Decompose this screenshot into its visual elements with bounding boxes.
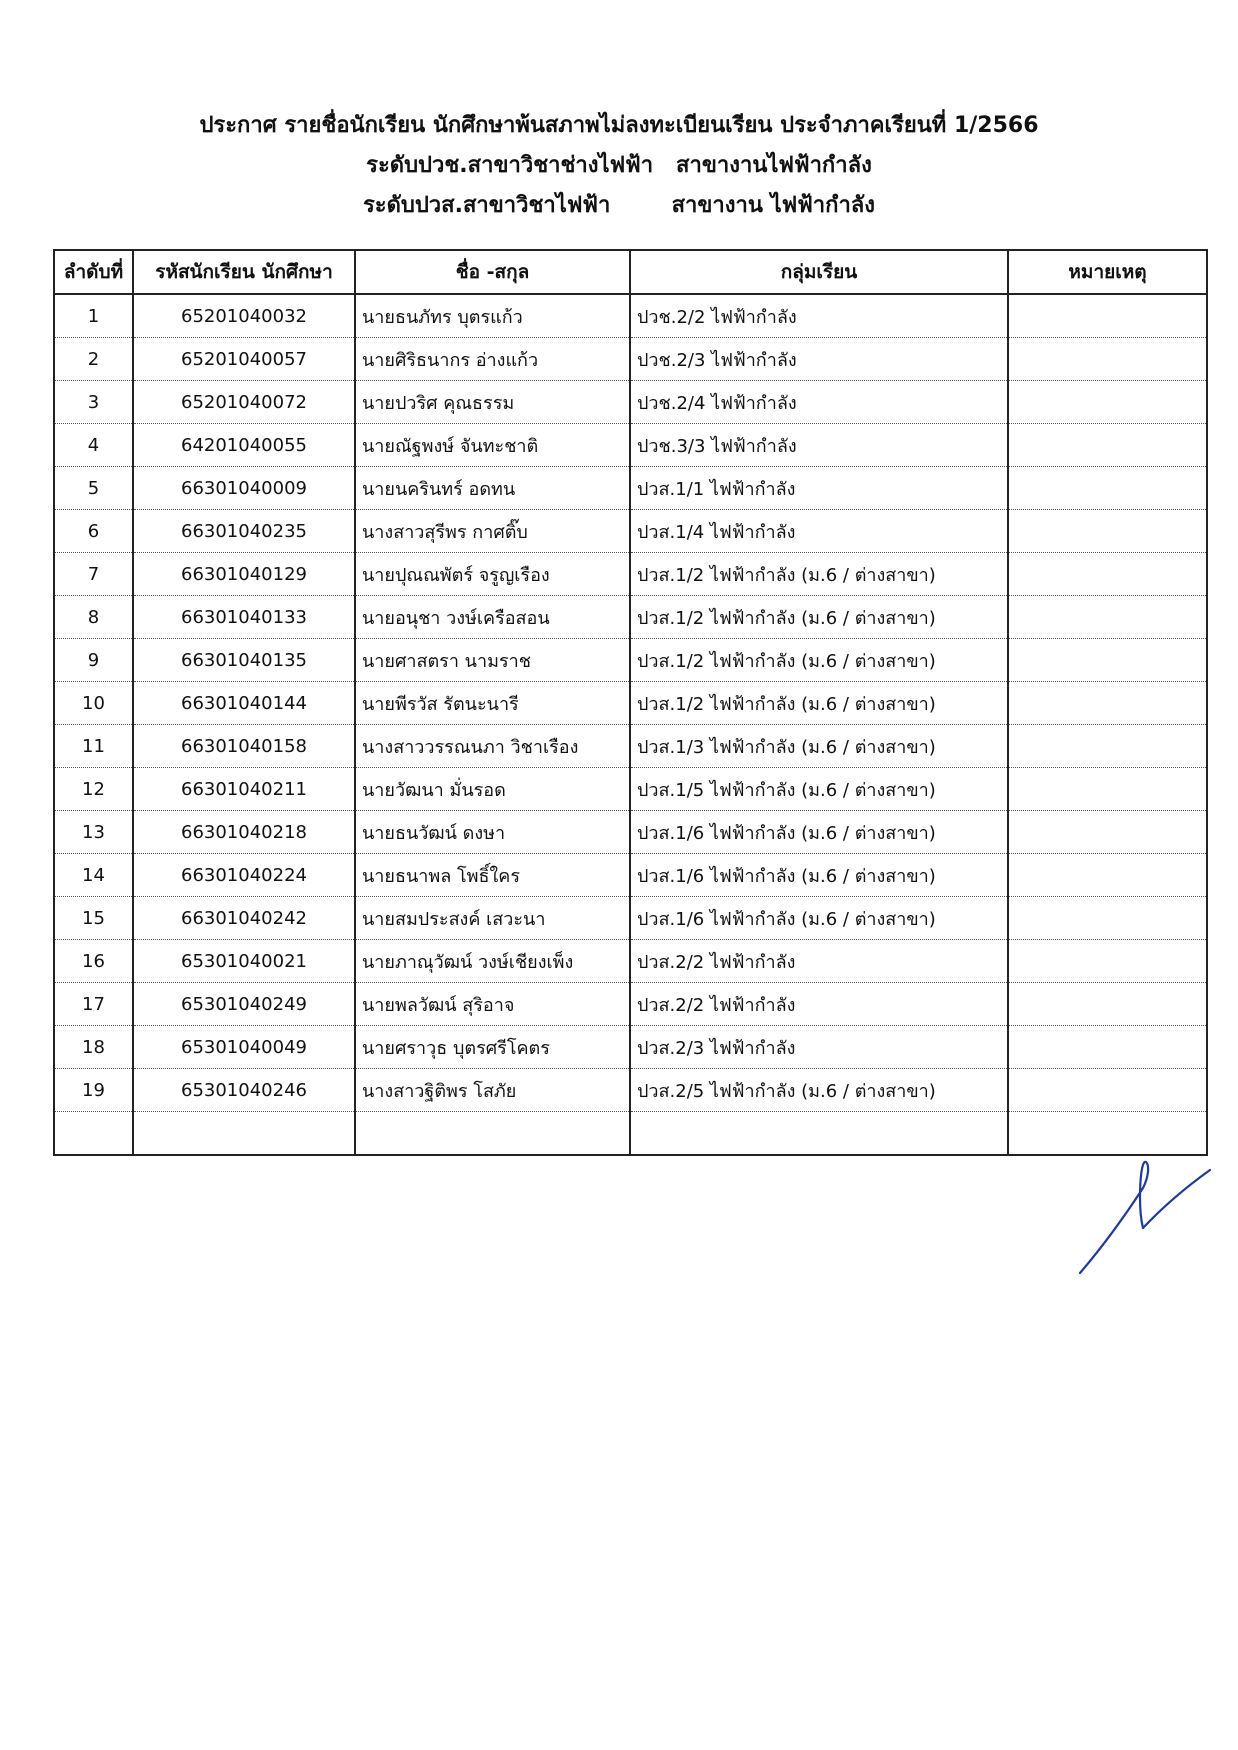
cell-no: 9: [54, 639, 133, 682]
cell-note: [1008, 596, 1207, 639]
cell-note: [1008, 1026, 1207, 1069]
cell-no: 4: [54, 424, 133, 467]
cell-note: [1008, 725, 1207, 768]
cell-note: [1008, 553, 1207, 596]
table-body: [54, 294, 1207, 1155]
cell-note: [1008, 682, 1207, 725]
cell-note: [1008, 294, 1207, 338]
header-group: กลุ่มเรียน: [630, 250, 1008, 294]
cell-group: [630, 1112, 1008, 1156]
cell-note: [1008, 768, 1207, 811]
cell-group: ปวช.3/3 ไฟฟ้ากำลัง: [630, 424, 1008, 467]
table-row: [54, 510, 1207, 553]
cell-name: นายภาณุวัฒน์ วงษ์เชียงเพ็ง: [355, 940, 630, 983]
table-row: [54, 553, 1207, 596]
cell-group: ปวส.1/5 ไฟฟ้ากำลัง (ม.6 / ต่างสาขา): [630, 768, 1008, 811]
cell-no: 17: [54, 983, 133, 1026]
header-no: ลำดับที่: [54, 250, 133, 294]
table-row: [54, 1026, 1207, 1069]
cell-no: 10: [54, 682, 133, 725]
table-row: [54, 1112, 1207, 1156]
cell-name: นายศราวุธ บุตรศรีโคตร: [355, 1026, 630, 1069]
cell-no: [54, 1112, 133, 1156]
cell-student-id: 65201040032: [133, 294, 355, 338]
table-row: [54, 1069, 1207, 1112]
cell-name: นายนครินทร์ อดทน: [355, 467, 630, 510]
cell-student-id: 66301040158: [133, 725, 355, 768]
cell-student-id: 66301040242: [133, 897, 355, 940]
cell-name: นายสมประสงค์ เสวะนา: [355, 897, 630, 940]
cell-student-id: 66301040133: [133, 596, 355, 639]
table-row: [54, 338, 1207, 381]
cell-name: นายปวริศ คุณธรรม: [355, 381, 630, 424]
table-header-row: [54, 250, 1207, 294]
cell-name: นายปุณณพัตร์ จรูญเรือง: [355, 553, 630, 596]
cell-note: [1008, 983, 1207, 1026]
cell-note: [1008, 510, 1207, 553]
cell-no: 14: [54, 854, 133, 897]
cell-note: [1008, 1069, 1207, 1112]
cell-note: [1008, 424, 1207, 467]
table-row: [54, 811, 1207, 854]
cell-group: ปวช.2/2 ไฟฟ้ากำลัง: [630, 294, 1008, 338]
title-line-3: ระดับปวส.สาขาวิชาไฟฟ้า สาขางาน ไฟฟ้ากำลัง: [362, 193, 876, 218]
cell-student-id: 65301040249: [133, 983, 355, 1026]
cell-name: นายธนวัฒน์ ดงษา: [355, 811, 630, 854]
cell-group: ปวช.2/4 ไฟฟ้ากำลัง: [630, 381, 1008, 424]
cell-student-id: 65201040057: [133, 338, 355, 381]
cell-no: 8: [54, 596, 133, 639]
cell-note: [1008, 338, 1207, 381]
cell-no: 6: [54, 510, 133, 553]
cell-student-id: 66301040211: [133, 768, 355, 811]
cell-name: [355, 1112, 630, 1156]
cell-student-id: 65201040072: [133, 381, 355, 424]
cell-group: ปวส.2/5 ไฟฟ้ากำลัง (ม.6 / ต่างสาขา): [630, 1069, 1008, 1112]
table-row: [54, 381, 1207, 424]
table-row: [54, 639, 1207, 682]
cell-group: ปวส.2/3 ไฟฟ้ากำลัง: [630, 1026, 1008, 1069]
cell-student-id: 66301040009: [133, 467, 355, 510]
cell-group: ปวส.1/1 ไฟฟ้ากำลัง: [630, 467, 1008, 510]
cell-note: [1008, 381, 1207, 424]
student-table: [53, 249, 1208, 1156]
cell-name: นางสาววรรณนภา วิชาเรือง: [355, 725, 630, 768]
cell-note: [1008, 467, 1207, 510]
cell-group: ปวช.2/3 ไฟฟ้ากำลัง: [630, 338, 1008, 381]
cell-name: นายศิริธนากร อ่างแก้ว: [355, 338, 630, 381]
cell-student-id: 66301040224: [133, 854, 355, 897]
cell-group: ปวส.1/2 ไฟฟ้ากำลัง (ม.6 / ต่างสาขา): [630, 596, 1008, 639]
header-student-id: รหัสนักเรียน นักศึกษา: [133, 250, 355, 294]
cell-no: 12: [54, 768, 133, 811]
cell-name: นายพลวัฒน์ สุริอาจ: [355, 983, 630, 1026]
cell-note: [1008, 940, 1207, 983]
cell-name: นายศาสตรา นามราช: [355, 639, 630, 682]
signature: [1070, 1148, 1220, 1278]
cell-name: นายพีรวัส รัตนะนารี: [355, 682, 630, 725]
table-row: [54, 596, 1207, 639]
cell-student-id: 65301040049: [133, 1026, 355, 1069]
header-name: ชื่อ -สกุล: [355, 250, 630, 294]
table-row: [54, 294, 1207, 338]
table-row: [54, 983, 1207, 1026]
table-row: [54, 467, 1207, 510]
cell-name: นายณัฐพงษ์ จันทะชาติ: [355, 424, 630, 467]
cell-name: นายอนุชา วงษ์เครือสอน: [355, 596, 630, 639]
cell-group: ปวส.1/4 ไฟฟ้ากำลัง: [630, 510, 1008, 553]
cell-group: ปวส.1/2 ไฟฟ้ากำลัง (ม.6 / ต่างสาขา): [630, 682, 1008, 725]
cell-student-id: [133, 1112, 355, 1156]
cell-no: 1: [54, 294, 133, 338]
cell-note: [1008, 811, 1207, 854]
cell-student-id: 66301040235: [133, 510, 355, 553]
cell-name: นางสาวฐิติพร โสภัย: [355, 1069, 630, 1112]
cell-no: 18: [54, 1026, 133, 1069]
cell-no: 7: [54, 553, 133, 596]
cell-no: 11: [54, 725, 133, 768]
cell-name: นางสาวสุรีพร กาศติ๊บ: [355, 510, 630, 553]
cell-name: นายธนภัทร บุตรแก้ว: [355, 294, 630, 338]
cell-student-id: 66301040135: [133, 639, 355, 682]
cell-no: 3: [54, 381, 133, 424]
cell-group: ปวส.1/2 ไฟฟ้ากำลัง (ม.6 / ต่างสาขา): [630, 639, 1008, 682]
table-row: [54, 940, 1207, 983]
title-line-1: ประกาศ รายชื่อนักเรียน นักศึกษาพ้นสภาพไม่ลงทะเบียนเรียน ประจำภาคเรียนที่ 1/2566: [199, 113, 1039, 138]
cell-group: ปวส.1/3 ไฟฟ้ากำลัง (ม.6 / ต่างสาขา): [630, 725, 1008, 768]
cell-no: 16: [54, 940, 133, 983]
title-block: [0, 112, 1238, 232]
cell-group: ปวส.1/2 ไฟฟ้ากำลัง (ม.6 / ต่างสาขา): [630, 553, 1008, 596]
cell-student-id: 66301040129: [133, 553, 355, 596]
table-row: [54, 682, 1207, 725]
header-note: หมายเหตุ: [1008, 250, 1207, 294]
cell-note: [1008, 639, 1207, 682]
cell-no: 2: [54, 338, 133, 381]
cell-student-id: 66301040144: [133, 682, 355, 725]
cell-no: 19: [54, 1069, 133, 1112]
cell-student-id: 65301040246: [133, 1069, 355, 1112]
cell-student-id: 65301040021: [133, 940, 355, 983]
cell-note: [1008, 897, 1207, 940]
cell-group: ปวส.1/6 ไฟฟ้ากำลัง (ม.6 / ต่างสาขา): [630, 897, 1008, 940]
cell-student-id: 66301040218: [133, 811, 355, 854]
cell-no: 5: [54, 467, 133, 510]
table-row: [54, 897, 1207, 940]
cell-group: ปวส.1/6 ไฟฟ้ากำลัง (ม.6 / ต่างสาขา): [630, 854, 1008, 897]
cell-group: ปวส.2/2 ไฟฟ้ากำลัง: [630, 983, 1008, 1026]
table-row: [54, 768, 1207, 811]
cell-group: ปวส.2/2 ไฟฟ้ากำลัง: [630, 940, 1008, 983]
cell-group: ปวส.1/6 ไฟฟ้ากำลัง (ม.6 / ต่างสาขา): [630, 811, 1008, 854]
cell-student-id: 64201040055: [133, 424, 355, 467]
table-row: [54, 725, 1207, 768]
cell-name: นายธนาพล โพธิ์ใคร: [355, 854, 630, 897]
cell-no: 13: [54, 811, 133, 854]
cell-no: 15: [54, 897, 133, 940]
table-row: [54, 854, 1207, 897]
title-line-2: ระดับปวช.สาขาวิชาช่างไฟฟ้า สาขางานไฟฟ้ากำลัง: [366, 153, 872, 178]
table-row: [54, 424, 1207, 467]
cell-note: [1008, 854, 1207, 897]
cell-name: นายวัฒนา มั่นรอด: [355, 768, 630, 811]
